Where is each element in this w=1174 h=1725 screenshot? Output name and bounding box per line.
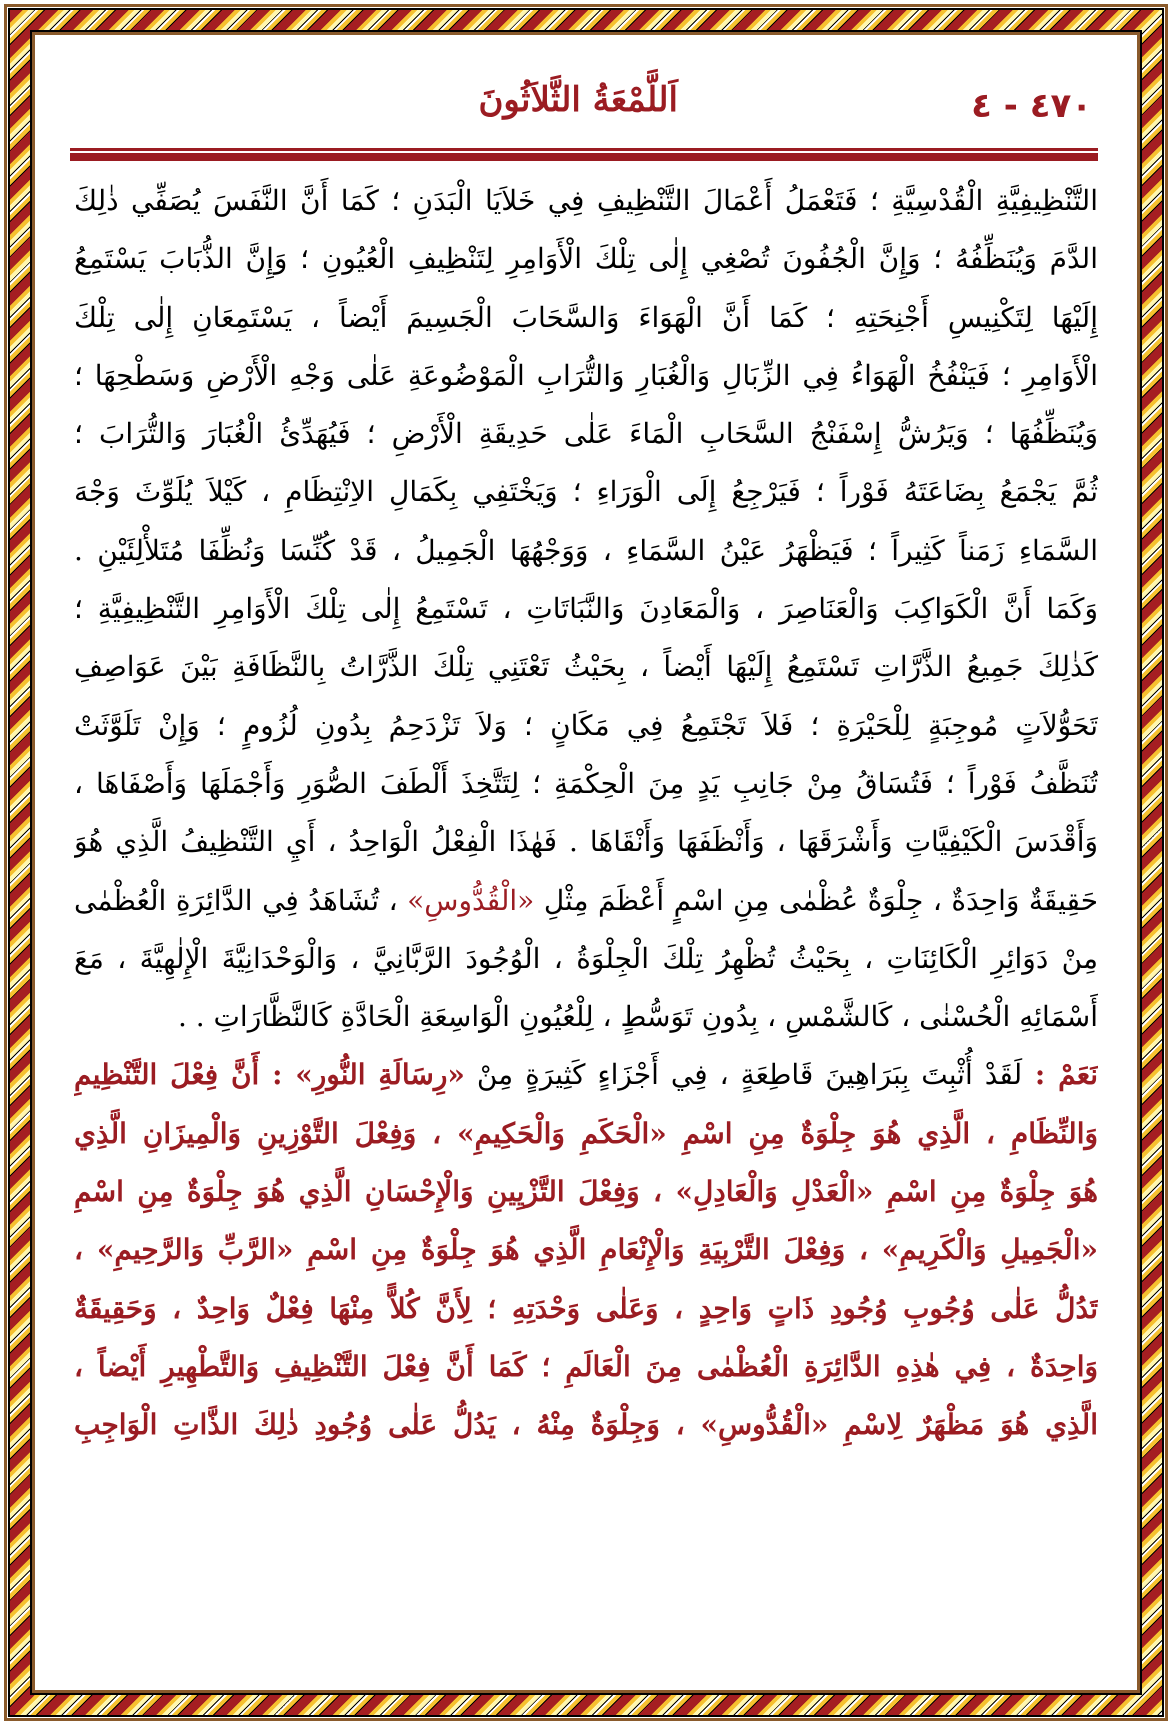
text-line: «الْجَمِيلِ وَالْكَرِيمِ» ، وَفِعْلَ التَّرْبِيَةِ وَالْإِنْعَامِ الَّذِي هُوَ جِلْوَةٌ مِنِ اسْمِ «الرَّبِّ وَالرَّحِيمِ» ،: [74, 1233, 1098, 1267]
text-line: وَأَقْدَسَ الْكَيْفِيَّاتِ وَأَشْرَقَهَا ، وَأَنْظَفَهَا وَأَنْقَاهَا . فَهٰذَا الْفِعْلُ الْوَاحِدُ ، أَيِ التَّنْظِيفُ الَّذِي هُوَ: [74, 825, 1098, 859]
text-segment: : أَنَّ فِعْلَ التَّنْظِيمِ: [74, 1058, 296, 1092]
text-line: السَّمَاءِ زَمَناً كَثِيراً ؛ فَيَظْهَرُ عَيْنُ السَّمَاءِ ، وَوَجْهُهَا الْجَمِيلُ ، قَدْ كُنِّسَا وَنُظِّفَا مُتَلأْلِئَيْنِ .: [74, 533, 1098, 567]
text-line: الَّذِي هُوَ مَظْهَرٌ لِاسْمِ «الْقُدُّوسِ» ، وَجِلْوَةٌ مِنْهُ ، يَدُلُّ عَلٰى وُجُودِ ذٰلِكَ الذَّاتِ الْوَاجِبِ: [74, 1408, 1098, 1442]
text-line: التَّنْظِيفِيَّةِ الْقُدْسِيَّةِ ؛ فَتَعْمَلُ أَعْمَالَ التَّنْظِيفِ فِي خَلاَيَا الْبَدَنِ ؛ كَمَا أَنَّ النَّفَسَ يُصَفِّي ذٰلِكَ: [74, 184, 1098, 217]
text-line: وَيُنَظِّفُهَا ؛ وَيَرُشُّ إِسْفَنْجُ السَّحَابِ الْمَاءَ عَلٰى حَدِيقَةِ الْأَرْضِ ؛ فَيُهَدِّئُ الْغُبَارَ وَالتُّرَابَ ؛: [74, 417, 1098, 451]
text-segment: ، تُشَاهَدُ فِي الدَّائِرَةِ الْعُظْمٰى: [74, 883, 408, 917]
lead-word: نَعَمْ :: [1022, 1058, 1098, 1092]
header-rule-thin: [70, 148, 1098, 151]
text-line: تَدُلُّ عَلٰى وُجُوبِ وُجُودِ ذَاتٍ وَاحِدٍ ، وَعَلٰى وَحْدَتِهِ ؛ لِأَنَّ كُلاًّ مِنْهَا فِعْلٌ وَاحِدٌ ، وَحَقِيقَةٌ: [74, 1291, 1098, 1325]
header-rule-thick: [70, 153, 1098, 161]
text-line: وَالنِّظَامِ ، الَّذِي هُوَ جِلْوَةٌ مِنِ اسْمِ «الْحَكَمِ وَالْحَكِيمِ» ، وَفِعْلَ التَّوْزِينِ وَالْمِيزَانِ الَّذِي: [74, 1116, 1098, 1150]
text-line-last: أَسْمَائِهِ الْحُسْنٰى ، كَالشَّمْسِ ، بِدُونِ تَوَسُّطٍ ، لِلْعُيُونِ الْوَاسِعَةِ الْحَادَّةِ كَالنَّظَّارَاتِ . .: [177, 1000, 1098, 1034]
source-reference: «رِسَالَةِ النُّورِ»: [295, 1058, 465, 1092]
text-line: الدَّمَ وَيُنَظِّفُهُ ؛ وَإِنَّ الْجُفُونَ تُصْغِي إِلٰى تِلْكَ الْأَوَامِرِ لِتَنْظِيفِ الْعُيُونِ ؛ وَإِنَّ الذُّبَابَ يَسْتَمِعُ: [74, 242, 1098, 276]
paragraph-3-highlighted: [74, 1046, 1098, 1454]
text-line: الْأَوَامِرِ ؛ فَيَنْفُخُ الْهَوَاءُ فِي الزِّبَالِ وَالْغُبَارِ وَالتُّرَابِ الْمَوْضُوعَةِ عَلٰى وَجْهِ الْأَرْضِ وَسَطْحِهَا ؛: [74, 358, 1098, 392]
text-line: مِنْ دَوَائِرِ الْكَائِنَاتِ ، بِحَيْثُ تُظْهِرُ تِلْكَ الْجِلْوَةُ ، الْوُجُودَ الرَّبَّانِيَّ ، وَالْوَحْدَانِيَّةَ الْإِلٰهِيَّةَ ، مَعَ: [74, 941, 1098, 975]
page-body: [74, 172, 1098, 1455]
highlighted-divine-name: «الْقُدُّوسِ»: [407, 883, 535, 917]
text-line: وَكَمَا أَنَّ الْكَوَاكِبَ وَالْعَنَاصِرَ ، وَالْمَعَادِنَ وَالنَّبَاتَاتِ ، تَسْتَمِعُ إِلٰى تِلْكَ الْأَوَامِرِ التَّنْظِيفِيَّةِ ؛: [74, 592, 1098, 626]
text-line: وَاحِدَةٌ ، فِي هٰذِهِ الدَّائِرَةِ الْعُظْمٰى مِنَ الْعَالَمِ ؛ كَمَا أَنَّ فِعْلَ التَّنْظِيفِ وَالتَّطْهِيرِ أَيْضاً ،: [74, 1349, 1098, 1383]
text-line: إِلَيْهَا لِتَكْنِيسِ أَجْنِحَتِهِ ؛ كَمَا أَنَّ الْهَوَاءَ وَالسَّحَابَ الْجَسِيمَ أَيْضاً ، يَسْتَمِعَانِ إِلٰى تِلْكَ: [74, 300, 1098, 334]
text-line: تُنَظَّفُ فَوْراً ؛ فَتُسَاقُ مِنْ جَانِبِ يَدٍ مِنَ الْحِكْمَةِ ؛ لِتَتَّخِذَ أَلْطَفَ الصُّوَرِ وَأَجْمَلَهَا وَأَصْفَاهَا ،: [74, 766, 1098, 800]
page-header: [70, 80, 1098, 140]
text-line: كَذٰلِكَ جَمِيعُ الذَّرَّاتِ تَسْتَمِعُ إِلَيْهَا أَيْضاً ، بِحَيْثُ تَعْتَنِي تِلْكَ الذَّرَّاتُ بِالنَّظَافَةِ بَيْنَ عَوَاصِفِ: [74, 650, 1098, 684]
text-segment: لَقَدْ أُثْبِتَ بِبَرَاهِينَ قَاطِعَةٍ ، فِي أَجْزَاءٍ كَثِيرَةٍ مِنْ: [464, 1058, 1023, 1092]
text-line: تَحَوُّلاَتٍ مُوجِبَةٍ لِلْحَيْرَةِ ؛ فَلاَ تَجْتَمِعُ فِي مَكَانٍ ؛ وَلاَ تَزْدَحِمُ بِدُونِ لُزُومٍ ؛ وَإِنْ تَلَوَّثَتْ: [74, 708, 1098, 742]
chapter-title: اَللَّمْعَةُ الثَّلاَثُونَ: [478, 80, 678, 120]
paragraph-2: [74, 580, 1098, 1046]
page-number: ٤٧٠ - ٤: [971, 86, 1092, 126]
paragraph-1: [74, 172, 1098, 580]
text-line: ثُمَّ يَجْمَعُ بِضَاعَتَهُ فَوْراً ؛ فَيَرْجِعُ إِلَى الْوَرَاءِ ؛ وَيَخْتَفِي بِكَمَالِ الاِنْتِظَامِ ، كَيْلاَ يُلَوِّثَ وَجْهَ: [74, 475, 1098, 509]
text-line-with-highlight: [74, 872, 1098, 930]
text-segment: حَقِيقَةٌ وَاحِدَةٌ ، جِلْوَةٌ عُظْمٰى مِنِ اسْمٍ أَعْظَمَ مِثْلِ: [534, 883, 1098, 917]
text-line: هُوَ جِلْوَةٌ مِنِ اسْمِ «الْعَدْلِ وَالْعَادِلِ» ، وَفِعْلَ التَّزْيِينِ وَالْإِحْسَانِ الَّذِي هُوَ جِلْوَةٌ مِنِ اسْمِ: [74, 1175, 1098, 1209]
text-line-with-lead: [74, 1046, 1098, 1104]
